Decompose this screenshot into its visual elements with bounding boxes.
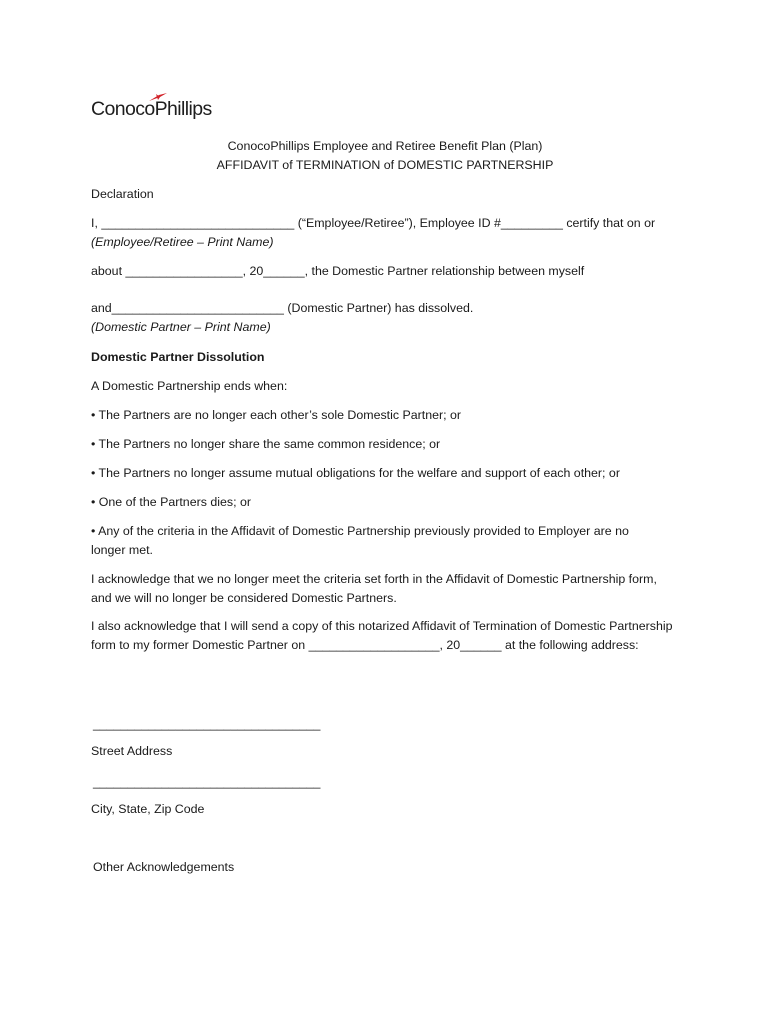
city-state-zip-label: City, State, Zip Code	[91, 802, 205, 816]
employee-name-caption: (Employee/Retiree – Print Name)	[91, 235, 274, 249]
date-relationship-line: about _________________, 20______, the Domestic Partner relationship between myself	[91, 264, 585, 278]
document-title: AFFIDAVIT of TERMINATION of DOMESTIC PARTNERSHIP	[216, 158, 554, 172]
other-acknowledgements-heading: Other Acknowledgements	[93, 860, 235, 874]
conocophillips-logo	[91, 92, 231, 128]
street-address-label: Street Address	[91, 744, 173, 758]
acknowledgement-paragraph-2: I also acknowledge that I will send a copy of this notarized Affidavit of Termination of Domestic Partnership form to my former Domestic Partner on ___________________, 20______ at the following address:	[91, 619, 673, 652]
domestic-partner-caption: (Domestic Partner – Print Name)	[91, 320, 271, 334]
list-item: • The Partners are no longer each other’s sole Domestic Partner; or	[91, 408, 462, 422]
street-address-line: _________________________________	[93, 717, 321, 731]
logo-text: ConocoPhillips	[91, 98, 212, 120]
city-state-zip-line: _________________________________	[93, 775, 321, 789]
list-item: • Any of the criteria in the Affidavit of Domestic Partnership previously provided to Employer are no longer met.	[91, 524, 629, 557]
plan-title: ConocoPhillips Employee and Retiree Benefit Plan (Plan)	[227, 139, 543, 153]
list-item: • The Partners no longer assume mutual obligations for the welfare and support of each other; or	[91, 466, 620, 480]
domestic-partner-line: and_________________________ (Domestic Partner) has dissolved.	[91, 301, 474, 315]
list-item: • One of the Partners dies; or	[91, 495, 251, 509]
dissolution-intro: A Domestic Partnership ends when:	[91, 379, 288, 393]
declaration-heading: Declaration	[91, 187, 154, 201]
acknowledgement-paragraph-1: I acknowledge that we no longer meet the criteria set forth in the Affidavit of Domestic Partnership form, and we will no longer be considered Domestic Partners.	[91, 572, 657, 605]
dissolution-heading: Domestic Partner Dissolution	[91, 350, 265, 364]
list-item: • The Partners no longer share the same common residence; or	[91, 437, 441, 451]
employee-certify-line: I, ____________________________ (“Employee/Retiree”), Employee ID #_________ certify that on or	[91, 216, 656, 230]
